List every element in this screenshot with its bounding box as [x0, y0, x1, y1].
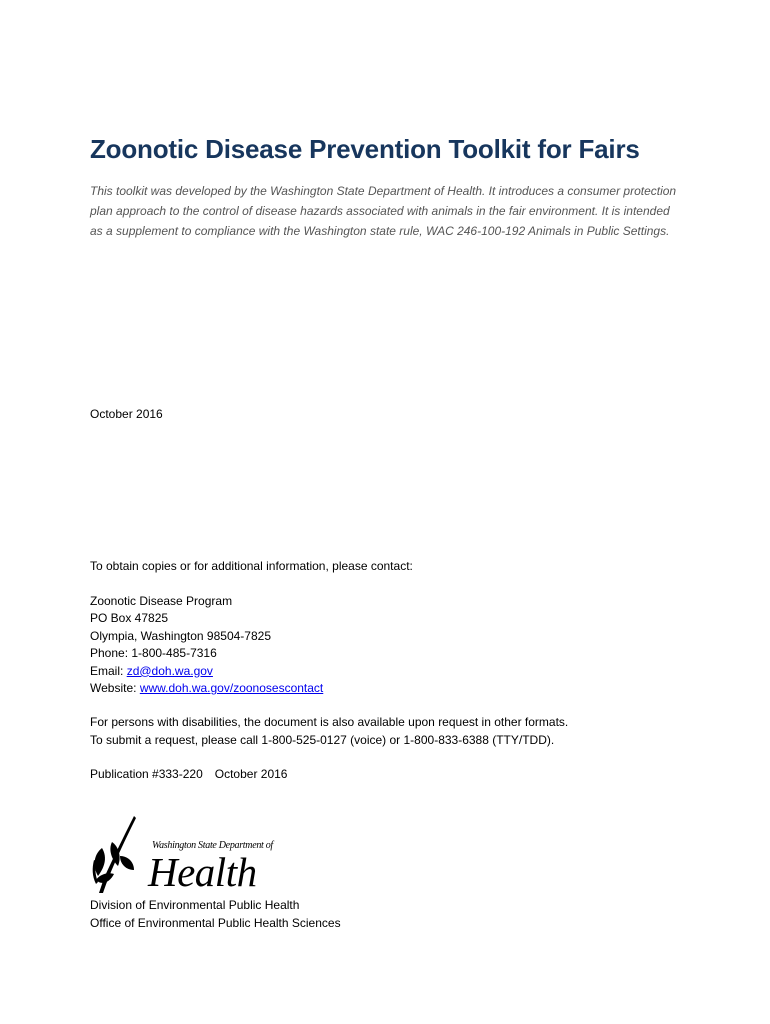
- city-line: Olympia, Washington 98504-7825: [90, 628, 271, 643]
- publication-date: October 2016: [214, 767, 288, 781]
- accessibility-line-1: For persons with disabilities, the document is also available upon request in other formats.: [90, 715, 569, 729]
- publication-line: [90, 767, 287, 781]
- website-link[interactable]: www.doh.wa.gov/zoonosescontact: [139, 681, 324, 696]
- publication-number: Publication #333-220: [90, 767, 203, 781]
- document-date: October 2016: [90, 407, 163, 421]
- accessibility-notice: [90, 714, 568, 749]
- division-line-1: Division of Environmental Public Health: [90, 898, 300, 912]
- intro-paragraph: This toolkit was developed by the Washington State Department of Health. It introduces a consumer protection plan approach to the control of disease hazards associated with animals in the fair environment. It is intended as a supplement to compliance with the Washington state rule, WAC 246-100-192 Animals in Public Settings.: [90, 184, 677, 238]
- email-link[interactable]: zd@doh.wa.gov: [126, 663, 213, 678]
- wheat-leaf-icon: [90, 814, 150, 896]
- document-title: Zoonotic Disease Prevention Toolkit for Fairs: [90, 134, 640, 164]
- email-line: [90, 663, 323, 680]
- email-label: Email:: [90, 663, 127, 678]
- phone-line: Phone: 1-800-485-7316: [90, 646, 217, 661]
- accessibility-line-2: To submit a request, please call 1-800-525-0127 (voice) or 1-800-833-6388 (TTY/TDD).: [90, 732, 555, 747]
- doh-logo: [90, 814, 290, 896]
- website-label: Website:: [90, 681, 140, 696]
- contact-intro: To obtain copies or for additional information, please contact:: [90, 559, 413, 573]
- contact-address: [90, 593, 323, 697]
- program-name: Zoonotic Disease Program: [90, 594, 233, 608]
- logo-health-text: Health: [148, 849, 257, 895]
- division-info: [90, 897, 341, 932]
- website-line: [90, 680, 323, 697]
- logo-department-text: Washington State Department of: [152, 840, 273, 851]
- division-line-2: Office of Environmental Public Health Sciences: [90, 915, 341, 930]
- po-box: PO Box 47825: [90, 611, 169, 626]
